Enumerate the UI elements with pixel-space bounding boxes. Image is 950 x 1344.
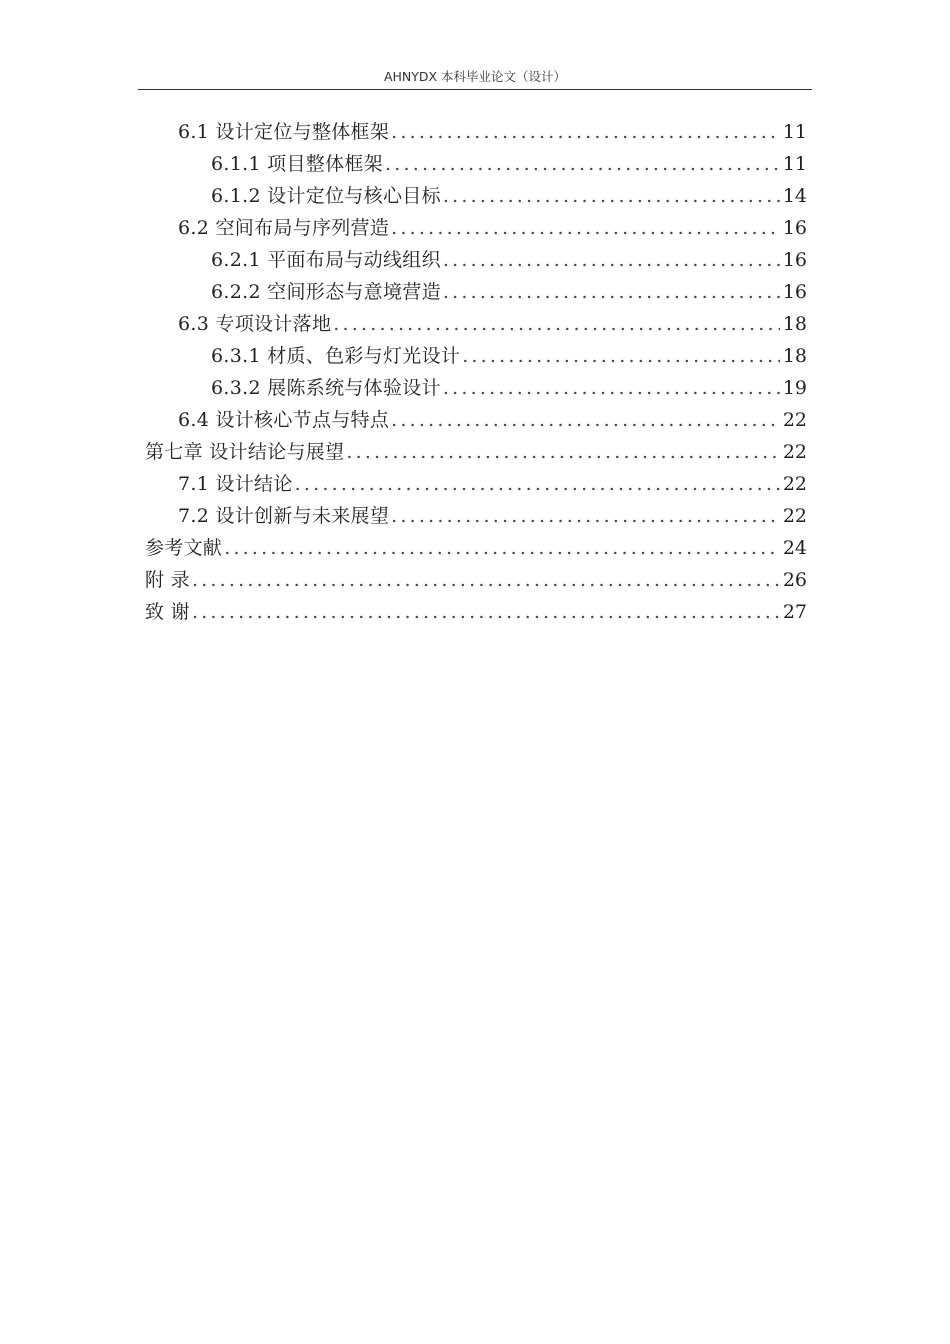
page-header [138, 68, 812, 90]
toc-entry-page-number: 22 [782, 441, 807, 463]
toc-dot-leader [391, 404, 780, 436]
toc-entry[interactable] [145, 276, 807, 308]
toc-entry-title: 6.2.2 空间形态与意境营造 [211, 281, 441, 303]
toc-entry-page-number: 26 [782, 569, 807, 591]
toc-dot-leader [443, 244, 780, 276]
toc-entry-title: 6.2 空间布局与序列营造 [178, 217, 390, 239]
toc-entry[interactable] [145, 180, 807, 212]
header-title: AHNYDX 本科毕业论文（设计） [383, 69, 567, 84]
toc-entry-page-number: 22 [782, 505, 807, 527]
toc-entry[interactable] [145, 532, 807, 564]
toc-entry-title: 致 谢 [145, 601, 190, 623]
toc-dot-leader [192, 564, 780, 596]
toc-entry[interactable] [145, 308, 807, 340]
toc-dot-leader [192, 596, 780, 628]
table-of-contents [145, 116, 807, 628]
toc-dot-leader [385, 148, 780, 180]
toc-entry[interactable] [145, 372, 807, 404]
toc-entry[interactable] [145, 596, 807, 628]
toc-entry-title: 6.3.1 材质、色彩与灯光设计 [211, 345, 461, 367]
toc-dot-leader [443, 372, 780, 404]
toc-entry-page-number: 19 [782, 377, 807, 399]
toc-dot-leader [391, 116, 780, 148]
toc-entry-title: 7.2 设计创新与未来展望 [178, 505, 390, 527]
toc-entry-page-number: 24 [782, 537, 807, 559]
toc-entry-page-number: 14 [782, 185, 807, 207]
toc-entry-page-number: 22 [782, 473, 807, 495]
toc-entry-page-number: 11 [782, 153, 807, 175]
toc-entry-page-number: 16 [782, 281, 807, 303]
toc-entry[interactable] [145, 468, 807, 500]
toc-entry-title: 第七章 设计结论与展望 [145, 441, 345, 463]
toc-entry-page-number: 11 [782, 121, 807, 143]
toc-dot-leader [391, 500, 780, 532]
toc-entry-title: 6.3.2 展陈系统与体验设计 [211, 377, 441, 399]
toc-dot-leader [391, 212, 780, 244]
toc-entry-page-number: 18 [782, 313, 807, 335]
toc-dot-leader [443, 180, 780, 212]
toc-entry-title: 6.2.1 平面布局与动线组织 [211, 249, 441, 271]
toc-entry-page-number: 16 [782, 249, 807, 271]
toc-entry[interactable] [145, 404, 807, 436]
toc-dot-leader [295, 468, 780, 500]
toc-dot-leader [443, 276, 780, 308]
toc-entry[interactable] [145, 500, 807, 532]
toc-entry-title: 6.1.1 项目整体框架 [211, 153, 383, 175]
toc-dot-leader [462, 340, 780, 372]
toc-entry[interactable] [145, 116, 807, 148]
toc-dot-leader [333, 308, 780, 340]
toc-entry-page-number: 22 [782, 409, 807, 431]
toc-entry[interactable] [145, 212, 807, 244]
toc-entry-title: 6.1 设计定位与整体框架 [178, 121, 390, 143]
toc-entry[interactable] [145, 244, 807, 276]
toc-entry-page-number: 16 [782, 217, 807, 239]
toc-entry-title: 6.1.2 设计定位与核心目标 [211, 185, 441, 207]
toc-entry-page-number: 27 [782, 601, 807, 623]
toc-entry-title: 6.3 专项设计落地 [178, 313, 332, 335]
toc-entry[interactable] [145, 340, 807, 372]
toc-entry[interactable] [145, 148, 807, 180]
toc-dot-leader [346, 436, 779, 468]
toc-entry-title: 6.4 设计核心节点与特点 [178, 409, 390, 431]
toc-entry-page-number: 18 [782, 345, 807, 367]
toc-entry[interactable] [145, 564, 807, 596]
toc-entry[interactable] [145, 436, 807, 468]
toc-entry-title: 参考文献 [145, 537, 223, 559]
toc-entry-title: 7.1 设计结论 [178, 473, 293, 495]
toc-entry-title: 附 录 [145, 569, 190, 591]
toc-dot-leader [224, 532, 780, 564]
